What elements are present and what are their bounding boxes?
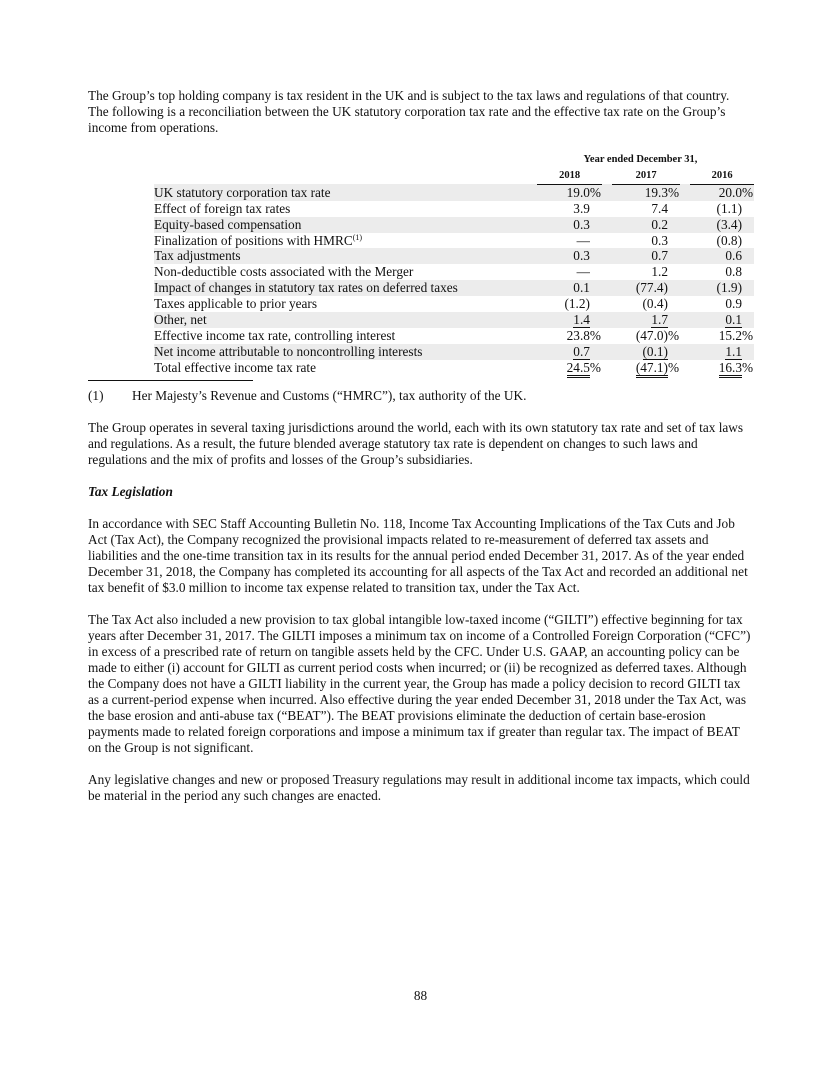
cell-value: — — [576, 264, 590, 280]
table-row — [154, 328, 754, 344]
cell-2017 — [612, 184, 680, 200]
cell-2017 — [612, 280, 680, 296]
row-label — [154, 328, 527, 344]
table-row — [154, 360, 754, 376]
cell-value: (0.1) — [642, 343, 668, 359]
cell-2016 — [690, 312, 754, 328]
cell-value: 0.3 — [573, 248, 590, 264]
cell-2018 — [537, 184, 602, 200]
header-year-2016: 2016 — [690, 168, 754, 184]
row-label-text: Net income attributable to noncontrolling interests — [154, 343, 423, 359]
percent-sign: % — [589, 184, 601, 200]
table-row — [154, 344, 754, 360]
cell-2017 — [612, 264, 680, 280]
cell-2016 — [690, 360, 754, 376]
footnote-marker: (1) — [88, 388, 104, 403]
cell-2018 — [537, 233, 602, 249]
footnote — [88, 388, 753, 404]
cell-2018 — [537, 264, 602, 280]
cell-2017 — [612, 344, 680, 360]
cell-value: 0.9 — [725, 296, 742, 312]
cell-2016 — [690, 296, 754, 312]
cell-value: (77.4) — [635, 280, 668, 296]
table-row — [154, 217, 754, 233]
cell-2017 — [612, 217, 680, 233]
cell-value: 0.8 — [725, 264, 742, 280]
table-row — [154, 184, 754, 200]
cell-2016 — [690, 344, 754, 360]
table-row — [154, 312, 754, 328]
table-row — [154, 280, 754, 296]
percent-sign: % — [742, 359, 754, 375]
row-label-text: Equity-based compensation — [154, 216, 302, 232]
percent-sign: % — [742, 184, 754, 200]
table-header-years-row — [154, 168, 754, 184]
cell-value: 0.2 — [651, 216, 668, 232]
cell-value: 1.7 — [651, 312, 668, 328]
cell-value: 0.1 — [725, 312, 742, 328]
cell-value: (0.4) — [642, 296, 668, 312]
row-label — [154, 264, 527, 280]
cell-value: — — [576, 232, 590, 248]
footnote-divider — [88, 380, 253, 381]
row-label — [154, 201, 527, 217]
cell-value: 0.3 — [651, 232, 668, 248]
cell-2016 — [690, 248, 754, 264]
percent-sign: % — [667, 327, 680, 343]
cell-2018 — [537, 280, 602, 296]
cell-value: 16.3 — [719, 360, 742, 378]
row-label-text: Total effective income tax rate — [154, 359, 316, 375]
cell-2018 — [537, 360, 602, 376]
cell-2017 — [612, 233, 680, 249]
cell-2018 — [537, 312, 602, 328]
percent-sign: % — [742, 327, 754, 343]
cell-value: 0.6 — [725, 248, 742, 264]
cell-value: 23.8 — [566, 327, 590, 343]
page-number: 88 — [413, 988, 428, 1003]
row-label-text: Effective income tax rate, controlling interest — [154, 327, 396, 343]
footnote-reference: (1) — [352, 232, 363, 242]
percent-sign: % — [589, 327, 601, 343]
cell-value: (0.8) — [716, 232, 742, 248]
row-label — [154, 344, 527, 360]
cell-2018 — [537, 344, 602, 360]
table-row — [154, 264, 754, 280]
table-row — [154, 248, 754, 264]
cell-value: 1.4 — [573, 312, 590, 328]
percent-sign: % — [667, 184, 680, 200]
cell-2017 — [612, 360, 680, 376]
cell-value: 0.7 — [573, 343, 590, 359]
row-label — [154, 360, 527, 376]
cell-value: 3.9 — [573, 200, 590, 216]
row-label — [154, 312, 527, 328]
row-label — [154, 217, 527, 233]
cell-2016 — [690, 184, 754, 200]
cell-value: 19.0 — [566, 184, 590, 200]
cell-value: 20.0 — [718, 184, 742, 200]
header-year-2017: 2017 — [612, 168, 680, 184]
cell-2016 — [690, 233, 754, 249]
row-label-text: Tax adjustments — [154, 248, 241, 264]
paragraph-sab-118: In accordance with SEC Staff Accounting Bulletin No. 118, Income Tax Accounting Implications of the Tax Cuts and Job Act (Tax Act), the Company recognized the provisional impacts related to re-measurement of deferred tax assets and liabilities and the one-time transition tax in its results for the annual period ended December 31, 2017. As of the year ended December 31, 2018, the Company has completed its accounting for all aspects of the Tax Act and recorded an additional net tax benefit of $3.0 million to income tax expense related to transition tax, under the Tax Act. — [88, 516, 748, 595]
row-label — [154, 280, 527, 296]
section-heading-tax-legislation: Tax Legislation — [88, 484, 173, 499]
row-label-text: Effect of foreign tax rates — [154, 200, 291, 216]
paragraph-legislative-changes: Any legislative changes and new or proposed Treasury regulations may result in additional income tax impacts, which could be material in the period any such changes are enacted. — [88, 772, 750, 803]
percent-sign: % — [667, 359, 680, 375]
cell-value: 15.2 — [718, 327, 742, 343]
row-label — [154, 233, 527, 249]
row-label-text: UK statutory corporation tax rate — [154, 184, 331, 200]
row-label — [154, 184, 527, 200]
intro-paragraph: The Group’s top holding company is tax resident in the UK and is subject to the tax laws and regulations of that country. The following is a reconciliation between the UK statutory corporation tax rate and the effective tax rate on the Group’s income from operations. — [88, 88, 730, 135]
cell-value: (1.9) — [716, 280, 742, 296]
cell-2017 — [612, 328, 680, 344]
cell-value: 1.1 — [725, 343, 742, 359]
cell-2018 — [537, 328, 602, 344]
table-row — [154, 296, 754, 312]
cell-2016 — [690, 280, 754, 296]
cell-2016 — [690, 328, 754, 344]
cell-value: (1.1) — [716, 200, 742, 216]
table-row — [154, 201, 754, 217]
cell-value: (47.0) — [635, 327, 668, 343]
cell-2016 — [690, 264, 754, 280]
cell-2018 — [537, 248, 602, 264]
cell-2017 — [612, 201, 680, 217]
cell-2017 — [612, 296, 680, 312]
table-row — [154, 233, 754, 249]
header-year-2018: 2018 — [537, 168, 602, 184]
percent-sign: % — [589, 359, 601, 375]
paragraph-jurisdictions: The Group operates in several taxing jurisdictions around the world, each with its own statutory tax rate and set of tax laws and regulations. As a result, the future blended average statutory tax rate is dependent on changes to such laws and regulations and the mix of profits and losses of the Group’s subsidiaries. — [88, 420, 744, 467]
paragraph-gilti-beat: The Tax Act also included a new provision to tax global intangible low-taxed income (“GILTI”) effective beginning for tax years after December 31, 2017. The GILTI imposes a minimum tax on income of a Controlled Foreign Corporation (“CFC”) in excess of a prescribed rate of return on tangible assets held by the CFC. Under U.S. GAAP, an accounting policy can be made to either (i) account for GILTI as current period costs when incurred; or (ii) be recognized as deferred taxes. Although the Company does not have a GILTI liability in the current year, the Group has made a policy decision to record GILTI tax as a current-period expense when incurred. Also effective during the year ended December 31, 2018 under the Tax Act, was the base erosion and anti-abuse tax (“BEAT”). The BEAT provisions eliminate the deduction of certain base-erosion payments made to related foreign corporations and impose a minimum tax if greater than regular tax. The impact of BEAT on the Group is not significant. — [88, 612, 751, 755]
row-label-text: Other, net — [154, 312, 207, 328]
tax-rate-reconciliation-table — [154, 152, 754, 376]
cell-value: 24.5 — [567, 360, 590, 378]
cell-2016 — [690, 201, 754, 217]
cell-value: 1.2 — [651, 264, 668, 280]
cell-value: 0.7 — [651, 248, 668, 264]
row-label — [154, 248, 527, 264]
cell-value: 0.1 — [573, 280, 590, 296]
cell-2017 — [612, 248, 680, 264]
cell-value: (3.4) — [716, 216, 742, 232]
cell-value: 19.3 — [644, 184, 668, 200]
cell-2018 — [537, 201, 602, 217]
cell-2016 — [690, 217, 754, 233]
row-label-text: Non-deductible costs associated with the Merger — [154, 264, 414, 280]
header-year-ended: Year ended December 31, — [583, 154, 698, 165]
row-label-text: Finalization of positions with HMRC — [154, 232, 353, 248]
cell-value: 0.3 — [573, 216, 590, 232]
cell-value: (47.1) — [636, 360, 668, 378]
footnote-text: Her Majesty’s Revenue and Customs (“HMRC”), tax authority of the UK. — [132, 388, 527, 403]
table-header-span-row — [154, 152, 754, 168]
row-label-text: Taxes applicable to prior years — [154, 296, 317, 312]
cell-2018 — [537, 217, 602, 233]
row-label — [154, 296, 527, 312]
cell-2017 — [612, 312, 680, 328]
cell-2018 — [537, 296, 602, 312]
cell-value: (1.2) — [564, 296, 590, 312]
table-body — [154, 184, 754, 375]
cell-value: 7.4 — [651, 200, 668, 216]
row-label-text: Impact of changes in statutory tax rates on deferred taxes — [154, 280, 458, 296]
